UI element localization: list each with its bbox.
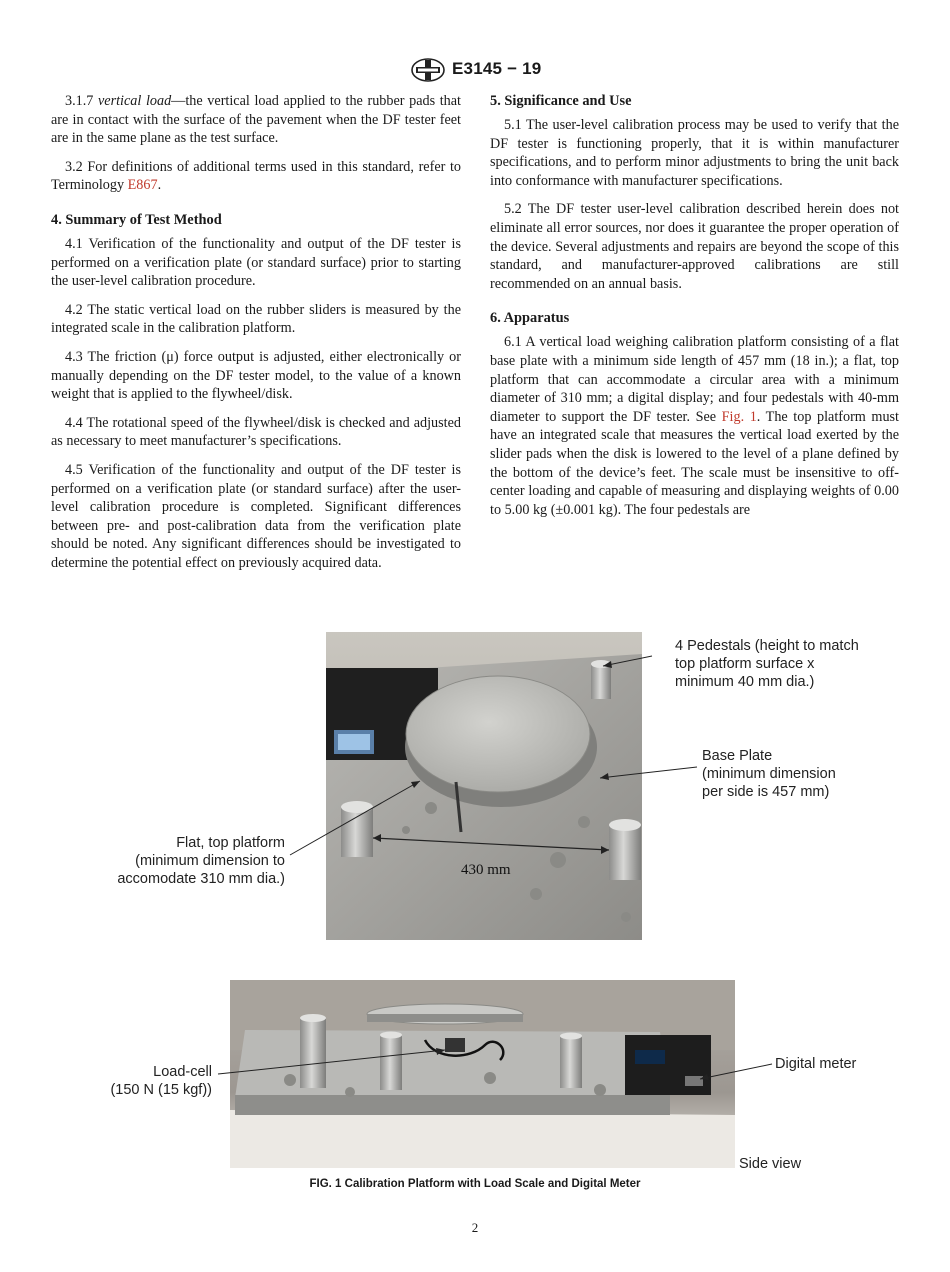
e867-link[interactable]: E867 [127,177,158,194]
paragraph-4-3: 4.3 The friction (μ) force output is adjusted, either electronically or manually depending on the DF tester model, to the value of a known weight that is applied to the flywheel/disk. [51,348,461,403]
pedestals-label: 4 Pedestals (height to match top platform surface x minimum 40 mm dia.) [675,638,859,690]
page-number: 2 [471,1220,479,1235]
figure-caption: FIG. 1 Calibration Platform with Load Scale and Digital Meter [309,1178,641,1190]
paragraph-5-2: 5.2 The DF tester user-level calibration described herein does not eliminate all error sources, nor does it guarantee the proper operation of the device. Several adjustments and repairs are beyond the scope of this standard, and manufacturer-approved calibrations are still recommended on an annual basis. [490,201,899,292]
section-5-heading: 5. Significance and Use [490,93,632,109]
astm-logo [410,58,446,82]
paragraph-6-1: 6.1 A vertical load weighing calibration platform consisting of a flat base plate with a minimum side length of 457 mm (18 in.); a flat, top platform that can accommodate a circular area with a minimum diameter of 310 mm; a digital display; and four pedestals with 40-mm diameter to support the DF tester. See Fig. 1. The top platform must have an integrated scale that measures the vertical load exerted by the slider pads when the disk is lowered to the level of a plane defined by the bottom of the device’s feet. The scale must be insensitive to off-center loading and capable of measuring and displaying weights of 0.00 to 5.00 kg (±0.001 kg). The four pedestals are [490,334,899,518]
right-column [490,92,899,529]
paragraph-4-1: 4.1 Verification of the functionality and output of the DF tester is performed on a verification plate (or standard surface) prior to starting the user-level calibration procedure. [51,235,461,290]
platform-side-photo [230,980,735,1168]
platform-top-photo [326,632,642,940]
page-header [0,58,950,82]
digital-meter-label: Digital meter [775,1056,857,1072]
side-view-label: Side view [739,1156,802,1172]
dimension-label: 430 mm [461,862,511,878]
section-6-heading: 6. Apparatus [490,310,570,327]
base-plate-label: Base Plate (minimum dimension per side is 457 mm) [702,748,836,800]
paragraph-3-1-7: 3.1.7 vertical load—the vertical load applied to the rubber pads that are in contact with the surface of the pavement when the DF tester feet are in the same plane as the test surface. [51,93,462,147]
paragraph-5-1: 5.1 The user-level calibration process may be used to verify that the DF tester is functioning properly, that it is within manufacturer specifications, and to perform minor adjustments to bring the unit back into conformance with manufacturer specifications. [490,117,899,189]
paragraph-3-2: 3.2 For definitions of additional terms used in this standard, refer to Terminology E867. [51,158,461,194]
term-vertical-load: vertical load [98,93,172,109]
top-platform-label: Flat, top platform (minimum dimension to accomodate 310 mm dia.) [117,835,285,887]
paragraph-4-2: 4.2 The static vertical load on the rubber sliders is measured by the integrated scale in the calibration platform. [51,301,461,337]
load-cell-label: Load-cell (150 N (15 kgf)) [110,1064,212,1098]
fig1-link[interactable]: Fig. 1 [721,408,757,425]
standard-designation: E3145 − 19 [452,59,542,78]
section-4-heading: 4. Summary of Test Method [51,211,222,228]
paragraph-4-4: 4.4 The rotational speed of the flywheel/disk is checked and adjusted as necessary to meet manufacturer’s specifications. [51,414,461,450]
left-column [51,92,461,582]
paragraph-4-5: 4.5 Verification of the functionality and output of the DF tester is performed on a verification plate (or standard surface) after the user-level calibration procedure is completed. Significant differences between pre- and post-calibration data from the verification plate should be noted. Any significant differences should be investigated to determine the potential effect on previously acquired data. [51,461,461,571]
